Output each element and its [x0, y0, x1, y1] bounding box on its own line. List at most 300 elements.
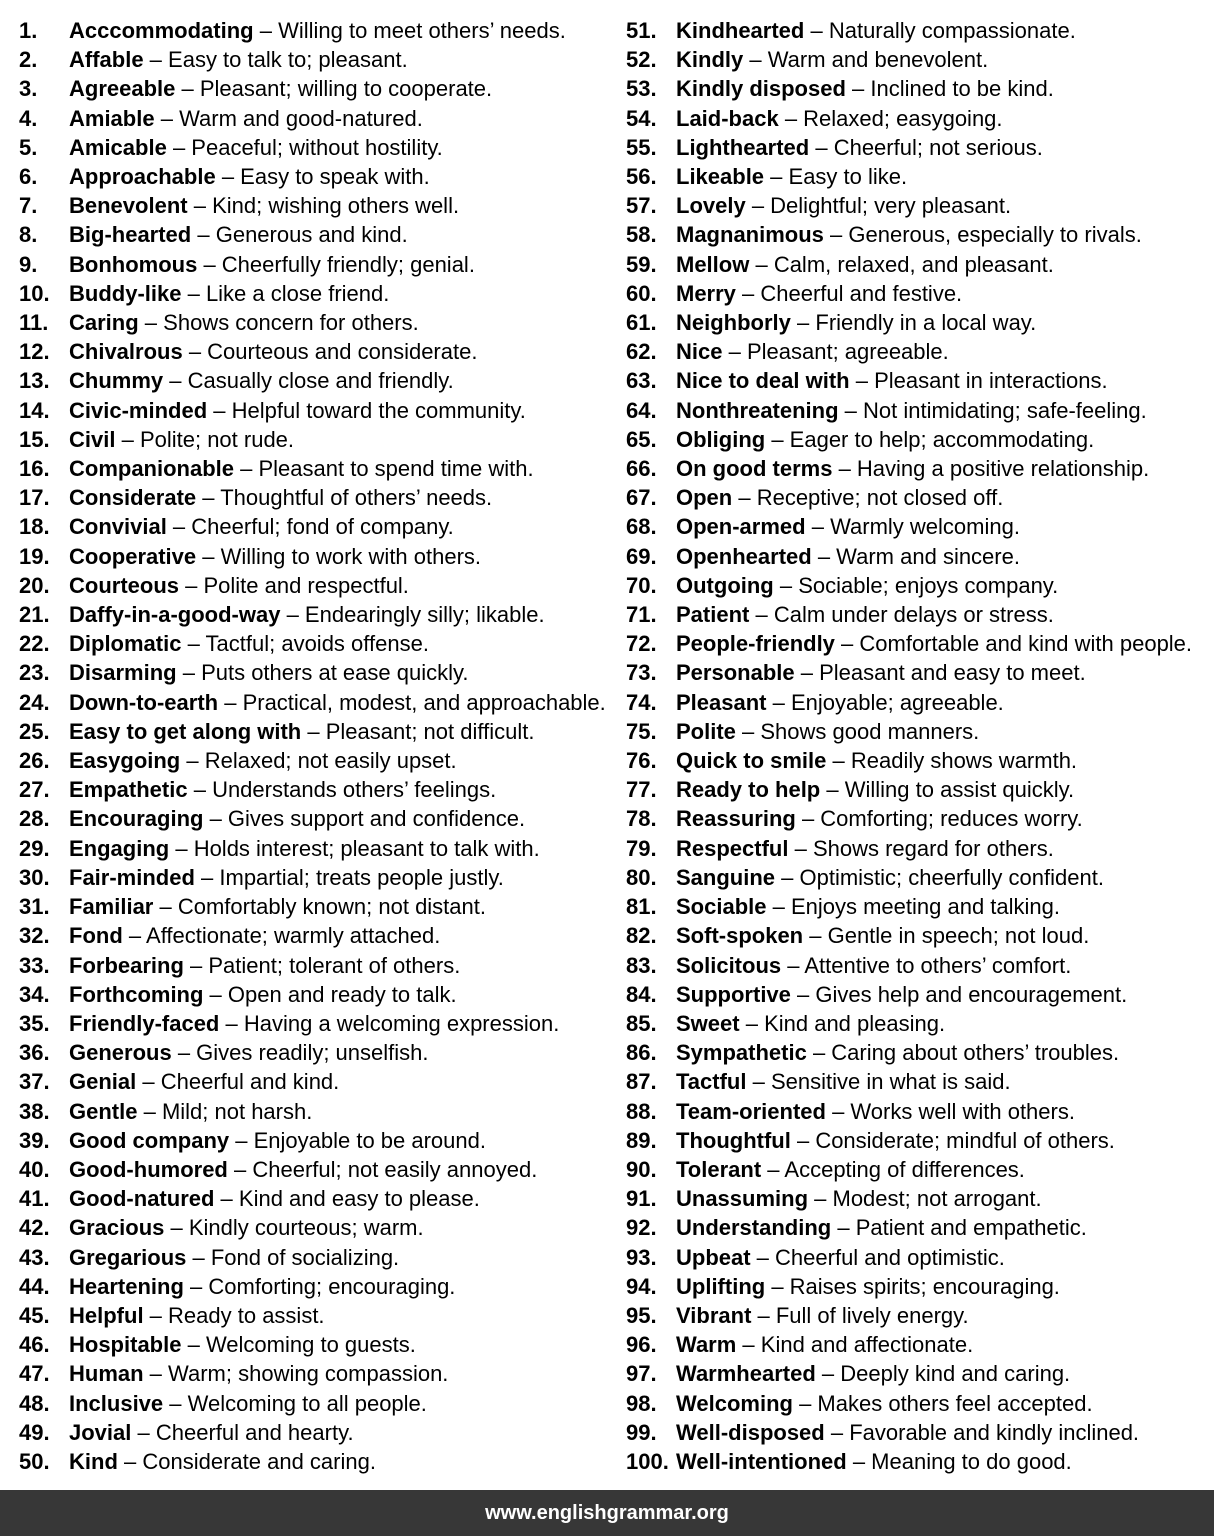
definition: Cheerful and festive. [760, 280, 963, 306]
separator: – [761, 1156, 785, 1182]
definition: Easy to speak with. [240, 164, 430, 190]
term: Solicitous [676, 952, 782, 978]
item-number: 64. [626, 397, 657, 423]
separator: – [746, 1069, 771, 1095]
term: Engaging [69, 835, 170, 861]
list-item [19, 951, 619, 980]
separator: – [203, 981, 228, 1007]
definition: Having a positive relationship. [856, 456, 1150, 482]
definition: Deeply kind and caring. [840, 1361, 1071, 1387]
separator: – [803, 923, 828, 949]
item-number: 54. [626, 105, 657, 131]
term: Open-armed [676, 514, 806, 540]
list-item [626, 483, 1211, 512]
term: Tactful [676, 1069, 747, 1095]
separator: – [164, 1215, 189, 1241]
term: Pleasant [676, 689, 767, 715]
definition: Easy to like. [788, 164, 908, 190]
definition: Enjoys meeting and talking. [790, 894, 1061, 920]
definition: Welcoming to all people. [187, 1390, 427, 1416]
definition: Sensitive in what is said. [770, 1069, 1011, 1095]
item-number: 39. [19, 1127, 50, 1153]
term: Fair-minded [69, 864, 195, 890]
separator: – [765, 426, 790, 452]
term: Quick to smile [676, 748, 827, 774]
term: Cooperative [69, 543, 197, 569]
term: Thoughtful [676, 1127, 791, 1153]
separator: – [169, 835, 194, 861]
definition: Kind and affectionate. [760, 1332, 974, 1358]
item-number: 48. [19, 1390, 50, 1416]
definition: Warm; showing compassion. [168, 1361, 449, 1387]
list-item [626, 717, 1211, 746]
item-number: 74. [626, 689, 657, 715]
item-number: 42. [19, 1215, 50, 1241]
list-item [19, 1126, 619, 1155]
item-number: 6. [19, 164, 38, 190]
item-number: 8. [19, 222, 38, 248]
term: Familiar [69, 894, 154, 920]
definition: Gives support and confidence. [227, 806, 526, 832]
item-number: 34. [19, 981, 50, 1007]
separator: – [749, 602, 774, 628]
definition: Patient and empathetic. [855, 1215, 1087, 1241]
list-item [626, 1418, 1211, 1447]
list-item [19, 220, 619, 249]
separator: – [820, 777, 845, 803]
term: Disarming [69, 660, 177, 686]
separator: – [790, 1127, 816, 1153]
separator: – [207, 397, 232, 423]
term: Kindly [676, 47, 744, 73]
item-number: 92. [626, 1215, 657, 1241]
definition: Warm and benevolent. [767, 47, 989, 73]
separator: – [826, 748, 851, 774]
separator: – [806, 1040, 832, 1066]
term: Warmhearted [676, 1361, 816, 1387]
list-item [19, 1243, 619, 1272]
term: Supportive [676, 981, 791, 1007]
definition: Open and ready to talk. [227, 981, 457, 1007]
list-item [19, 337, 619, 366]
definition: Meaning to do good. [871, 1448, 1072, 1474]
separator: – [171, 1040, 197, 1066]
definition: Kindly courteous; warm. [188, 1215, 424, 1241]
separator: – [137, 1098, 162, 1124]
item-number: 14. [19, 397, 50, 423]
separator: – [163, 1390, 188, 1416]
term: Considerate [69, 485, 197, 511]
list-item [19, 571, 619, 600]
list-item [626, 688, 1211, 717]
definition: Polite and respectful. [203, 572, 409, 598]
definition: Cheerful and optimistic. [775, 1244, 1005, 1270]
item-number: 99. [626, 1419, 657, 1445]
separator: – [280, 602, 305, 628]
item-number: 47. [19, 1361, 50, 1387]
item-number: 90. [626, 1156, 657, 1182]
definition: Courteous and considerate. [207, 339, 478, 365]
definition: Peaceful; without hostility. [191, 134, 443, 160]
definition: Impartial; treats people justly. [219, 864, 504, 890]
separator: – [176, 660, 202, 686]
definition: Thoughtful of others’ needs. [220, 485, 493, 511]
definition: Gives help and encouragement. [815, 981, 1128, 1007]
separator: – [183, 1273, 209, 1299]
list-item [626, 1301, 1211, 1330]
definition: Full of lively energy. [775, 1302, 969, 1328]
definition: Cheerful; not serious. [833, 134, 1043, 160]
term: Forthcoming [69, 981, 204, 1007]
definition: Warm and sincere. [836, 543, 1020, 569]
separator: – [825, 1098, 851, 1124]
list-item [626, 1389, 1211, 1418]
list-item [19, 1213, 619, 1242]
list-item [626, 162, 1211, 191]
definition: Caring about others’ troubles. [831, 1040, 1120, 1066]
list-item [626, 220, 1211, 249]
list-item [626, 1155, 1211, 1184]
list-item [626, 279, 1211, 308]
separator: – [846, 1448, 872, 1474]
item-number: 41. [19, 1186, 50, 1212]
separator: – [196, 485, 221, 511]
term: Fond [69, 923, 123, 949]
separator: – [166, 134, 192, 160]
item-number: 49. [19, 1419, 50, 1445]
term: Encouraging [69, 806, 204, 832]
definition: Cheerful and kind. [160, 1069, 340, 1095]
definition: Shows good manners. [760, 718, 980, 744]
definition: Shows regard for others. [812, 835, 1054, 861]
item-number: 55. [626, 134, 657, 160]
separator: – [181, 1332, 206, 1358]
separator: – [732, 485, 757, 511]
definition: Considerate; mindful of others. [815, 1127, 1115, 1153]
item-number: 91. [626, 1186, 657, 1212]
term: Upbeat [676, 1244, 751, 1270]
term: Affable [69, 47, 144, 73]
list-item [626, 1213, 1211, 1242]
term: Acccommodating [69, 18, 254, 43]
list-item [19, 834, 619, 863]
definition: Inclined to be kind. [870, 76, 1054, 102]
item-number: 78. [626, 806, 657, 832]
term: Friendly-faced [69, 1010, 220, 1036]
list-item [626, 308, 1211, 337]
separator: – [815, 1361, 841, 1387]
term: Inclusive [69, 1390, 164, 1416]
list-item [19, 1272, 619, 1301]
item-number: 82. [626, 923, 657, 949]
list-item [19, 1359, 619, 1388]
definition: Enjoyable; agreeable. [790, 689, 1004, 715]
item-number: 67. [626, 485, 657, 511]
separator: – [180, 748, 205, 774]
separator: – [765, 1273, 790, 1299]
list-item [626, 571, 1211, 600]
separator: – [229, 1127, 254, 1153]
term: Lighthearted [676, 134, 810, 160]
separator: – [749, 251, 774, 277]
term: Vibrant [676, 1302, 752, 1328]
list-item [19, 250, 619, 279]
list-item [626, 454, 1211, 483]
separator: – [832, 456, 857, 482]
item-number: 21. [19, 602, 50, 628]
item-number: 15. [19, 426, 50, 452]
term: Daffy-in-a-good-way [69, 602, 281, 628]
term: Kind [69, 1448, 118, 1474]
item-number: 80. [626, 864, 657, 890]
item-number: 5. [19, 134, 38, 160]
list-item [626, 512, 1211, 541]
item-number: 28. [19, 806, 50, 832]
definition: Puts others at ease quickly. [201, 660, 469, 686]
list-item [19, 921, 619, 950]
term: Reassuring [676, 806, 796, 832]
definition: Comfortably known; not distant. [177, 894, 486, 920]
definition: Polite; not rude. [139, 426, 295, 452]
separator: – [136, 1069, 161, 1095]
definition: Willing to assist quickly. [844, 777, 1075, 803]
list-item [626, 1184, 1211, 1213]
list-item [626, 1067, 1211, 1096]
item-number: 19. [19, 543, 50, 569]
item-number: 87. [626, 1069, 657, 1095]
item-number: 23. [19, 660, 50, 686]
term: Courteous [69, 572, 179, 598]
separator: – [197, 251, 222, 277]
separator: – [191, 222, 216, 248]
item-number: 96. [626, 1332, 657, 1358]
definition: Kind; wishing others well. [212, 193, 460, 219]
item-number: 100. [626, 1448, 669, 1474]
list-item [19, 512, 619, 541]
separator: – [215, 164, 241, 190]
item-number: 77. [626, 777, 657, 803]
list-item [19, 804, 619, 833]
list-item [19, 980, 619, 1009]
definition: Attentive to others’ comfort. [804, 952, 1072, 978]
separator: – [823, 222, 849, 248]
term: Sociable [676, 894, 767, 920]
item-number: 30. [19, 864, 50, 890]
separator: – [182, 339, 208, 365]
term: Nonthreatening [676, 397, 839, 423]
separator: – [788, 835, 813, 861]
term: Kindhearted [676, 18, 805, 43]
definition: Gives readily; unselfish. [196, 1040, 429, 1066]
separator: – [722, 339, 747, 365]
item-number: 4. [19, 105, 38, 131]
item-number: 98. [626, 1390, 657, 1416]
definition: Like a close friend. [205, 280, 390, 306]
item-number: 33. [19, 952, 50, 978]
separator: – [166, 514, 192, 540]
item-number: 94. [626, 1273, 657, 1299]
definition: Raises spirits; encouraging. [789, 1273, 1060, 1299]
definition: Fond of socializing. [210, 1244, 400, 1270]
definition: Comforting; encouraging. [208, 1273, 456, 1299]
definition: Enjoyable to be around. [253, 1127, 486, 1153]
item-number: 69. [626, 543, 657, 569]
term: Sanguine [676, 864, 776, 890]
definition: Works well with others. [850, 1098, 1075, 1124]
term: Nice [676, 339, 723, 365]
definition: Pleasant and easy to meet. [819, 660, 1086, 686]
item-number: 26. [19, 748, 50, 774]
term: Generous [69, 1040, 172, 1066]
item-number: 63. [626, 368, 657, 394]
separator: – [143, 1302, 169, 1328]
item-number: 57. [626, 193, 657, 219]
term: Kindly disposed [676, 76, 846, 102]
definition: Understands others’ feelings. [212, 777, 497, 803]
item-number: 12. [19, 339, 50, 365]
list-item [626, 1009, 1211, 1038]
separator: – [781, 952, 805, 978]
list-item [19, 1301, 619, 1330]
separator: – [253, 18, 279, 43]
term: Buddy-like [69, 280, 182, 306]
definition: Receptive; not closed off. [756, 485, 1004, 511]
definition: Cheerfully friendly; genial. [221, 251, 475, 277]
item-number: 13. [19, 368, 50, 394]
item-number: 44. [19, 1273, 50, 1299]
list-item [19, 308, 619, 337]
term: Team-oriented [676, 1098, 826, 1124]
term: Companionable [69, 456, 235, 482]
separator: – [735, 718, 761, 744]
separator: – [143, 47, 169, 73]
term: Down-to-earth [69, 689, 219, 715]
term: Approachable [69, 164, 216, 190]
item-number: 61. [626, 310, 657, 336]
list-item [19, 892, 619, 921]
list-item [626, 1243, 1211, 1272]
term: Polite [676, 718, 736, 744]
definition: Cheerful and hearty. [155, 1419, 354, 1445]
list-item [19, 483, 619, 512]
separator: – [214, 1186, 239, 1212]
item-number: 46. [19, 1332, 50, 1358]
definition: Endearingly silly; likable. [304, 602, 545, 628]
list-item [626, 1447, 1211, 1476]
item-number: 1. [19, 18, 38, 43]
list-item [626, 746, 1211, 775]
term: Chivalrous [69, 339, 183, 365]
term: Obliging [676, 426, 766, 452]
item-number: 10. [19, 280, 50, 306]
term: Benevolent [69, 193, 188, 219]
separator: – [153, 894, 178, 920]
term: Civil [69, 426, 116, 452]
list-item [626, 396, 1211, 425]
item-number: 76. [626, 748, 657, 774]
term: Understanding [676, 1215, 832, 1241]
separator: – [778, 105, 804, 131]
item-number: 50. [19, 1448, 50, 1474]
item-number: 62. [626, 339, 657, 365]
definition: Cheerful; fond of company. [191, 514, 454, 540]
definition: Calm under delays or stress. [773, 602, 1054, 628]
item-number: 66. [626, 456, 657, 482]
item-number: 75. [626, 718, 657, 744]
definition: Willing to work with others. [220, 543, 482, 569]
list-item [19, 1418, 619, 1447]
term: Empathetic [69, 777, 188, 803]
item-number: 36. [19, 1040, 50, 1066]
list-item [19, 366, 619, 395]
list-item [19, 1009, 619, 1038]
website-url: www.englishgrammar.org [485, 1501, 729, 1524]
definition: Casually close and friendly. [187, 368, 454, 394]
separator: – [203, 806, 228, 832]
term: On good terms [676, 456, 833, 482]
list-item [19, 746, 619, 775]
term: Nice to deal with [676, 368, 850, 394]
term: Chummy [69, 368, 164, 394]
list-item [626, 658, 1211, 687]
item-number: 97. [626, 1361, 657, 1387]
separator: – [824, 1419, 850, 1445]
term: Outgoing [676, 572, 774, 598]
item-number: 56. [626, 164, 657, 190]
list-item [19, 1038, 619, 1067]
term: Respectful [676, 835, 789, 861]
footer-bar [0, 1490, 1214, 1536]
item-number: 17. [19, 485, 50, 511]
item-number: 29. [19, 835, 50, 861]
term: Warm [676, 1332, 737, 1358]
separator: – [794, 660, 820, 686]
separator: – [834, 631, 860, 657]
list-item [626, 1330, 1211, 1359]
separator: – [187, 193, 213, 219]
item-number: 93. [626, 1244, 657, 1270]
list-item [626, 1126, 1211, 1155]
list-item [19, 1067, 619, 1096]
definition: Considerate and caring. [142, 1448, 376, 1474]
term: Welcoming [676, 1390, 793, 1416]
separator: – [766, 689, 791, 715]
definition: Naturally compassionate. [828, 18, 1076, 43]
term: Soft-spoken [676, 923, 804, 949]
list-item [19, 104, 619, 133]
definition: Affectionate; warmly attached. [146, 923, 441, 949]
term: Neighborly [676, 310, 791, 336]
separator: – [764, 164, 789, 190]
definition: Welcoming to guests. [205, 1332, 416, 1358]
definition: Kind and pleasing. [764, 1010, 946, 1036]
list-item [19, 454, 619, 483]
list-item [19, 1330, 619, 1359]
list-item [19, 425, 619, 454]
separator: – [750, 1244, 776, 1270]
item-number: 11. [19, 310, 49, 336]
item-number: 73. [626, 660, 657, 686]
separator: – [163, 368, 188, 394]
item-number: 81. [626, 894, 657, 920]
term: Diplomatic [69, 631, 182, 657]
item-number: 37. [19, 1069, 50, 1095]
definition: Generous and kind. [215, 222, 408, 248]
item-number: 25. [19, 718, 50, 744]
list-item [626, 951, 1211, 980]
item-number: 31. [19, 894, 50, 920]
definition: Relaxed; not easily upset. [204, 748, 457, 774]
